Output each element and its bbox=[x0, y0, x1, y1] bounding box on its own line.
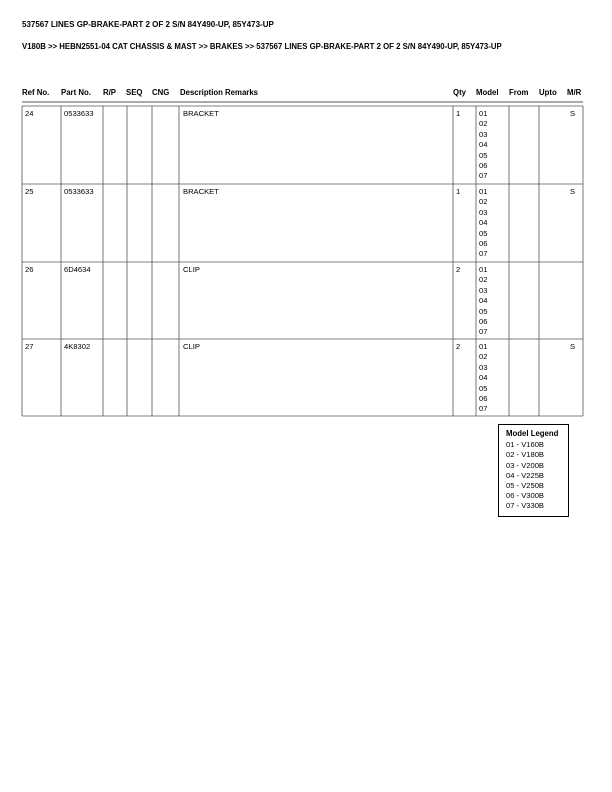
model-list: 01 02 03 04 05 06 07 bbox=[479, 109, 488, 181]
part-no: 0533633 bbox=[64, 187, 94, 196]
part-no: 4K8302 bbox=[64, 342, 91, 351]
model-list: 01 02 03 04 05 06 07 bbox=[479, 342, 488, 414]
header-seq: SEQ bbox=[126, 88, 143, 97]
legend-item: 05 - V250B bbox=[506, 481, 544, 491]
part-no: 6D4634 bbox=[64, 265, 91, 274]
legend-item: 03 - V200B bbox=[506, 460, 544, 470]
qty: 2 bbox=[456, 342, 461, 351]
header-qty: Qty bbox=[453, 88, 466, 97]
header-ref-no: Ref No. bbox=[22, 88, 50, 97]
header-rp: R/P bbox=[103, 88, 116, 97]
header-cng: CNG bbox=[152, 88, 170, 97]
description: BRACKET bbox=[183, 187, 219, 196]
page-title: 537567 LINES GP-BRAKE-PART 2 OF 2 S/N 84Y490-UP, 85Y473-UP bbox=[22, 20, 274, 29]
mr-flag: S bbox=[570, 342, 576, 351]
mr-flag: S bbox=[570, 109, 576, 118]
header-from: From bbox=[509, 88, 529, 97]
mr-flag: S bbox=[570, 187, 576, 196]
ref-no: 26 bbox=[25, 265, 34, 274]
legend-item: 07 - V330B bbox=[506, 501, 544, 511]
legend-item: 06 - V300B bbox=[506, 491, 544, 501]
qty: 1 bbox=[456, 187, 461, 196]
ref-no: 27 bbox=[25, 342, 34, 351]
description: CLIP bbox=[183, 265, 200, 274]
breadcrumb: V180B >> HEBN2551-04 CAT CHASSIS & MAST >> BRAKES >> 537567 LINES GP-BRAKE-PART 2 OF 2 S/N 84Y490-UP, 85Y473-UP bbox=[22, 42, 502, 51]
qty: 2 bbox=[456, 265, 461, 274]
qty: 1 bbox=[456, 109, 461, 118]
model-list: 01 02 03 04 05 06 07 bbox=[479, 187, 488, 259]
header-description: Description Remarks bbox=[180, 88, 258, 97]
header-model: Model bbox=[476, 88, 499, 97]
description: BRACKET bbox=[183, 109, 219, 118]
legend-item: 04 - V225B bbox=[506, 470, 544, 480]
header-mr: M/R bbox=[567, 88, 582, 97]
part-no: 0533633 bbox=[64, 109, 94, 118]
header-upto: Upto bbox=[539, 88, 557, 97]
legend-item: 02 - V180B bbox=[506, 450, 544, 460]
description: CLIP bbox=[183, 342, 200, 351]
legend-item: 01 - V160B bbox=[506, 440, 544, 450]
model-legend-title: Model Legend bbox=[506, 429, 559, 438]
model-list: 01 02 03 04 05 06 07 bbox=[479, 265, 488, 337]
model-legend bbox=[498, 424, 569, 517]
header-part-no: Part No. bbox=[61, 88, 91, 97]
ref-no: 24 bbox=[25, 109, 34, 118]
ref-no: 25 bbox=[25, 187, 34, 196]
